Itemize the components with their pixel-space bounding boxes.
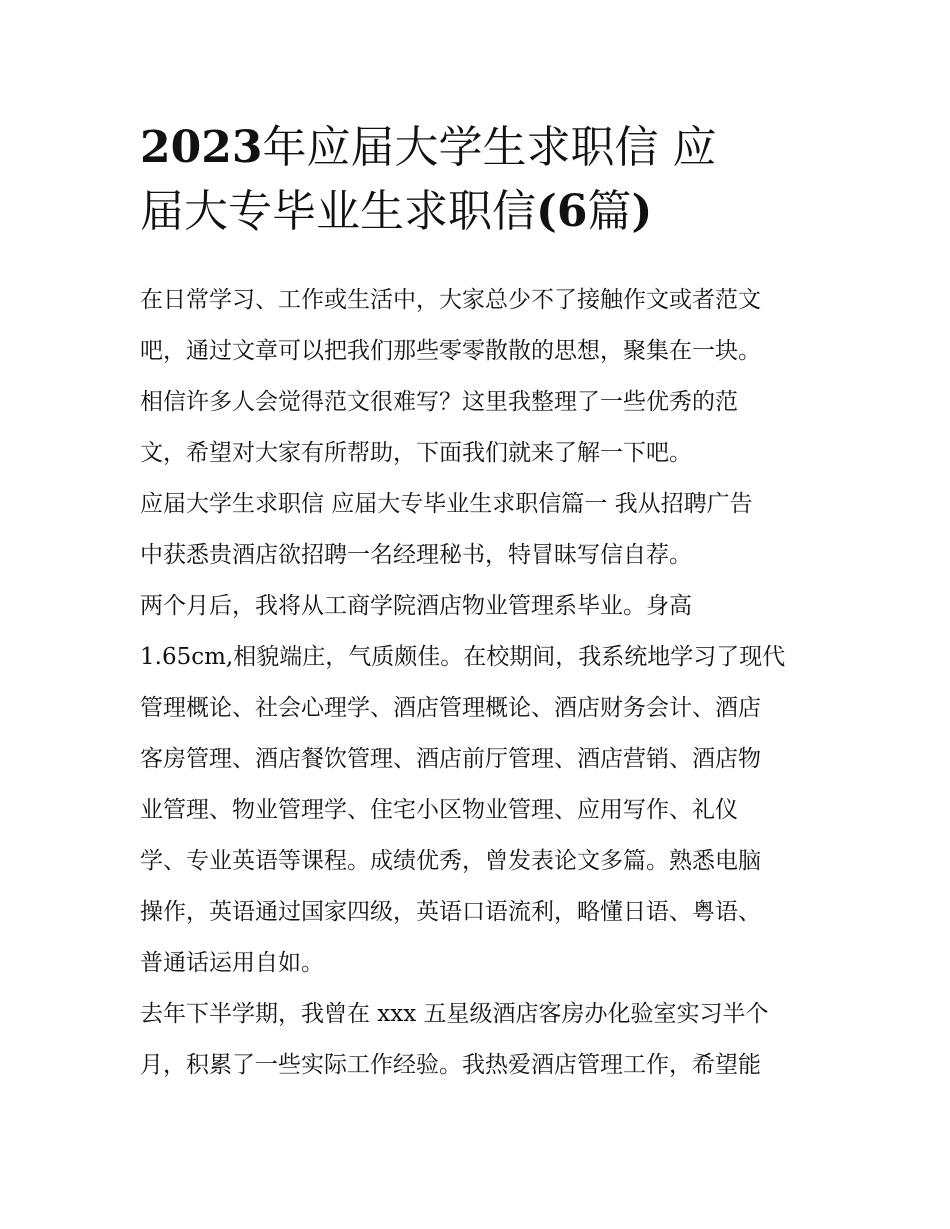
body-line: 客房管理、酒店餐饮管理、酒店前厅管理、酒店营销、酒店物 (140, 746, 761, 772)
document-title (140, 116, 840, 244)
title-count: (6 (536, 186, 588, 237)
body-line: 月，积累了一些实际工作经验。我热爱酒店管理工作，希望能 (140, 1052, 761, 1078)
title-line-1-text: 年应届大学生求职信 应 (262, 122, 717, 173)
body-line: 在日常学习、工作或生活中，大家总少不了接触作文或者范文 (140, 287, 761, 313)
body-line: 学、专业英语等课程。成绩优秀，曾发表论文多篇。熟悉电脑 (140, 848, 761, 874)
body-line: 应届大学生求职信 应届大专毕业生求职信篇一 我从招聘广告 (140, 491, 753, 517)
body-line: 业管理、物业管理学、住宅小区物业管理、应用写作、礼仪 (140, 797, 738, 823)
body-line: 中获悉贵酒店欲招聘一名经理秘书，特冒昧写信自荐。 (140, 542, 692, 568)
body-line: 文，希望对大家有所帮助，下面我们就来了解一下吧。 (140, 440, 692, 466)
title-year: 2023 (140, 122, 263, 173)
body-line: 操作，英语通过国家四级，英语口语流利，略懂日语、粤语、 (140, 899, 761, 925)
body-line: 1.65cm,相貌端庄，气质颇佳。在校期间，我系统地学习了现代 (140, 644, 786, 670)
title-count-unit: 篇 (587, 186, 632, 237)
body-line: 管理概论、社会心理学、酒店管理概论、酒店财务会计、酒店 (140, 695, 761, 721)
title-line-2-text: 届大专毕业生求职信 (140, 186, 536, 237)
body-line: 吧，通过文章可以把我们那些零零散散的思想，聚集在一块。 (140, 338, 761, 364)
body-line: 两个月后，我将从工商学院酒店物业管理系毕业。身高 (140, 593, 692, 619)
title-line-1 (140, 116, 840, 180)
document-body (140, 280, 820, 1096)
body-line: 相信许多人会觉得范文很难写？这里我整理了一些优秀的范 (140, 389, 738, 415)
title-line-2 (140, 180, 840, 244)
body-line: 普通话运用自如。 (140, 950, 324, 976)
body-line: 去年下半学期，我曾在 xxx 五星级酒店客房办化验室实习半个 (140, 1001, 769, 1027)
title-paren-close: ) (631, 186, 653, 237)
